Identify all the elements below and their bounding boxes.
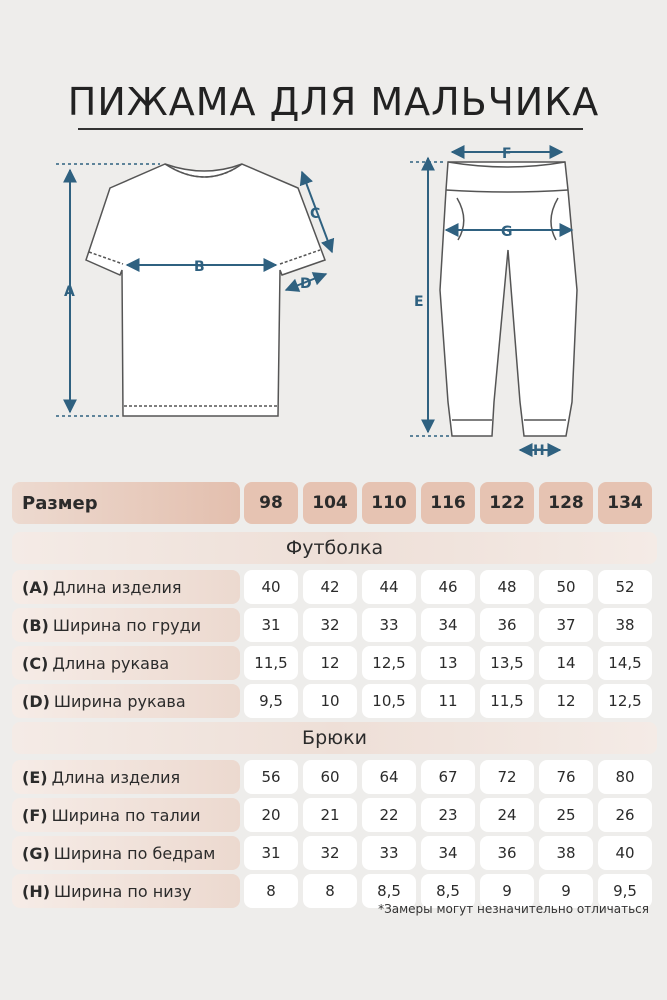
value-cell: 38	[539, 836, 593, 870]
measurement-code: (F)	[22, 805, 48, 825]
table-row	[12, 684, 657, 718]
value-cell: 56	[244, 760, 298, 794]
value-cell: 31	[244, 836, 298, 870]
value-cell: 8	[303, 874, 357, 908]
measurement-label	[12, 760, 240, 794]
measurement-name: Ширина по груди	[52, 615, 202, 635]
value-cell: 36	[480, 608, 534, 642]
section-title: Футболка	[12, 532, 657, 564]
measurement-name: Ширина по талии	[51, 805, 201, 825]
value-cell: 9,5	[244, 684, 298, 718]
measurement-code: (A)	[22, 577, 50, 597]
value-cell: 31	[244, 608, 298, 642]
size-header-cell: 98	[244, 482, 298, 524]
size-table	[12, 482, 657, 912]
value-cell: 52	[598, 570, 652, 604]
table-row	[12, 798, 657, 832]
value-cell: 12	[303, 646, 357, 680]
value-cell: 13	[421, 646, 475, 680]
table-header-row	[12, 482, 657, 524]
value-cell: 9	[539, 874, 593, 908]
value-cell: 33	[362, 608, 416, 642]
value-cell: 24	[480, 798, 534, 832]
dim-letter-a: A	[64, 284, 75, 300]
measurement-code: (D)	[22, 691, 50, 711]
size-header-cell: 110	[362, 482, 416, 524]
value-cell: 11	[421, 684, 475, 718]
value-cell: 22	[362, 798, 416, 832]
value-cell: 34	[421, 608, 475, 642]
dim-letter-f: F	[502, 146, 512, 162]
dim-letter-h: H	[533, 443, 545, 459]
dim-letter-g: G	[501, 224, 513, 240]
table-row	[12, 760, 657, 794]
value-cell: 42	[303, 570, 357, 604]
measurement-label	[12, 570, 240, 604]
measurement-code: (B)	[22, 615, 49, 635]
value-cell: 12,5	[362, 646, 416, 680]
value-cell: 40	[598, 836, 652, 870]
size-header-label: Размер	[12, 482, 240, 524]
value-cell: 14	[539, 646, 593, 680]
measurement-code: (G)	[22, 843, 50, 863]
value-cell: 64	[362, 760, 416, 794]
value-cell: 80	[598, 760, 652, 794]
value-cell: 10,5	[362, 684, 416, 718]
measurement-name: Ширина рукава	[53, 691, 186, 711]
title-underline	[78, 128, 583, 130]
table-row	[12, 646, 657, 680]
value-cell: 33	[362, 836, 416, 870]
value-cell: 11,5	[480, 684, 534, 718]
measurement-name: Длина рукава	[52, 653, 170, 673]
measurement-name: Длина изделия	[53, 577, 182, 597]
value-cell: 50	[539, 570, 593, 604]
page-title: ПИЖАМА ДЛЯ МАЛЬЧИКА	[67, 80, 600, 124]
value-cell: 8,5	[362, 874, 416, 908]
dim-letter-b: B	[194, 259, 205, 275]
value-cell: 20	[244, 798, 298, 832]
measurement-name: Ширина по бедрам	[53, 843, 216, 863]
value-cell: 26	[598, 798, 652, 832]
table-row	[12, 608, 657, 642]
measurement-name: Длина изделия	[51, 767, 181, 787]
value-cell: 10	[303, 684, 357, 718]
table-row	[12, 570, 657, 604]
measurement-label	[12, 608, 240, 642]
value-cell: 11,5	[244, 646, 298, 680]
value-cell: 14,5	[598, 646, 652, 680]
measurement-label	[12, 684, 240, 718]
value-cell: 32	[303, 836, 357, 870]
size-header-cell: 122	[480, 482, 534, 524]
measurement-name: Ширина по низу	[54, 881, 192, 901]
value-cell: 67	[421, 760, 475, 794]
table-row	[12, 836, 657, 870]
measurement-label	[12, 646, 240, 680]
value-cell: 32	[303, 608, 357, 642]
measurement-code: (E)	[22, 767, 48, 787]
value-cell: 46	[421, 570, 475, 604]
value-cell: 12,5	[598, 684, 652, 718]
value-cell: 9,5	[598, 874, 652, 908]
dim-letter-d: D	[300, 276, 312, 292]
value-cell: 13,5	[480, 646, 534, 680]
value-cell: 72	[480, 760, 534, 794]
value-cell: 38	[598, 608, 652, 642]
section-title: Брюки	[12, 722, 657, 754]
value-cell: 9	[480, 874, 534, 908]
value-cell: 44	[362, 570, 416, 604]
size-header-cell: 134	[598, 482, 652, 524]
measurement-code: (C)	[22, 653, 49, 673]
value-cell: 8,5	[421, 874, 475, 908]
value-cell: 25	[539, 798, 593, 832]
value-cell: 12	[539, 684, 593, 718]
value-cell: 37	[539, 608, 593, 642]
dim-letter-e: E	[414, 294, 424, 310]
value-cell: 48	[480, 570, 534, 604]
size-header-cell: 128	[539, 482, 593, 524]
value-cell: 60	[303, 760, 357, 794]
garment-diagram	[0, 140, 667, 470]
measurement-label	[12, 874, 240, 908]
value-cell: 23	[421, 798, 475, 832]
value-cell: 21	[303, 798, 357, 832]
value-cell: 76	[539, 760, 593, 794]
measurement-label	[12, 836, 240, 870]
pants-icon	[440, 162, 577, 436]
size-header-cell: 104	[303, 482, 357, 524]
measurement-note: *Замеры могут незначительно отличаться	[378, 902, 649, 916]
dim-letter-c: C	[310, 206, 321, 222]
tshirt-icon	[86, 164, 325, 416]
value-cell: 40	[244, 570, 298, 604]
value-cell: 8	[244, 874, 298, 908]
value-cell: 34	[421, 836, 475, 870]
value-cell: 36	[480, 836, 534, 870]
measurement-code: (H)	[22, 881, 51, 901]
size-header-cell: 116	[421, 482, 475, 524]
measurement-label	[12, 798, 240, 832]
